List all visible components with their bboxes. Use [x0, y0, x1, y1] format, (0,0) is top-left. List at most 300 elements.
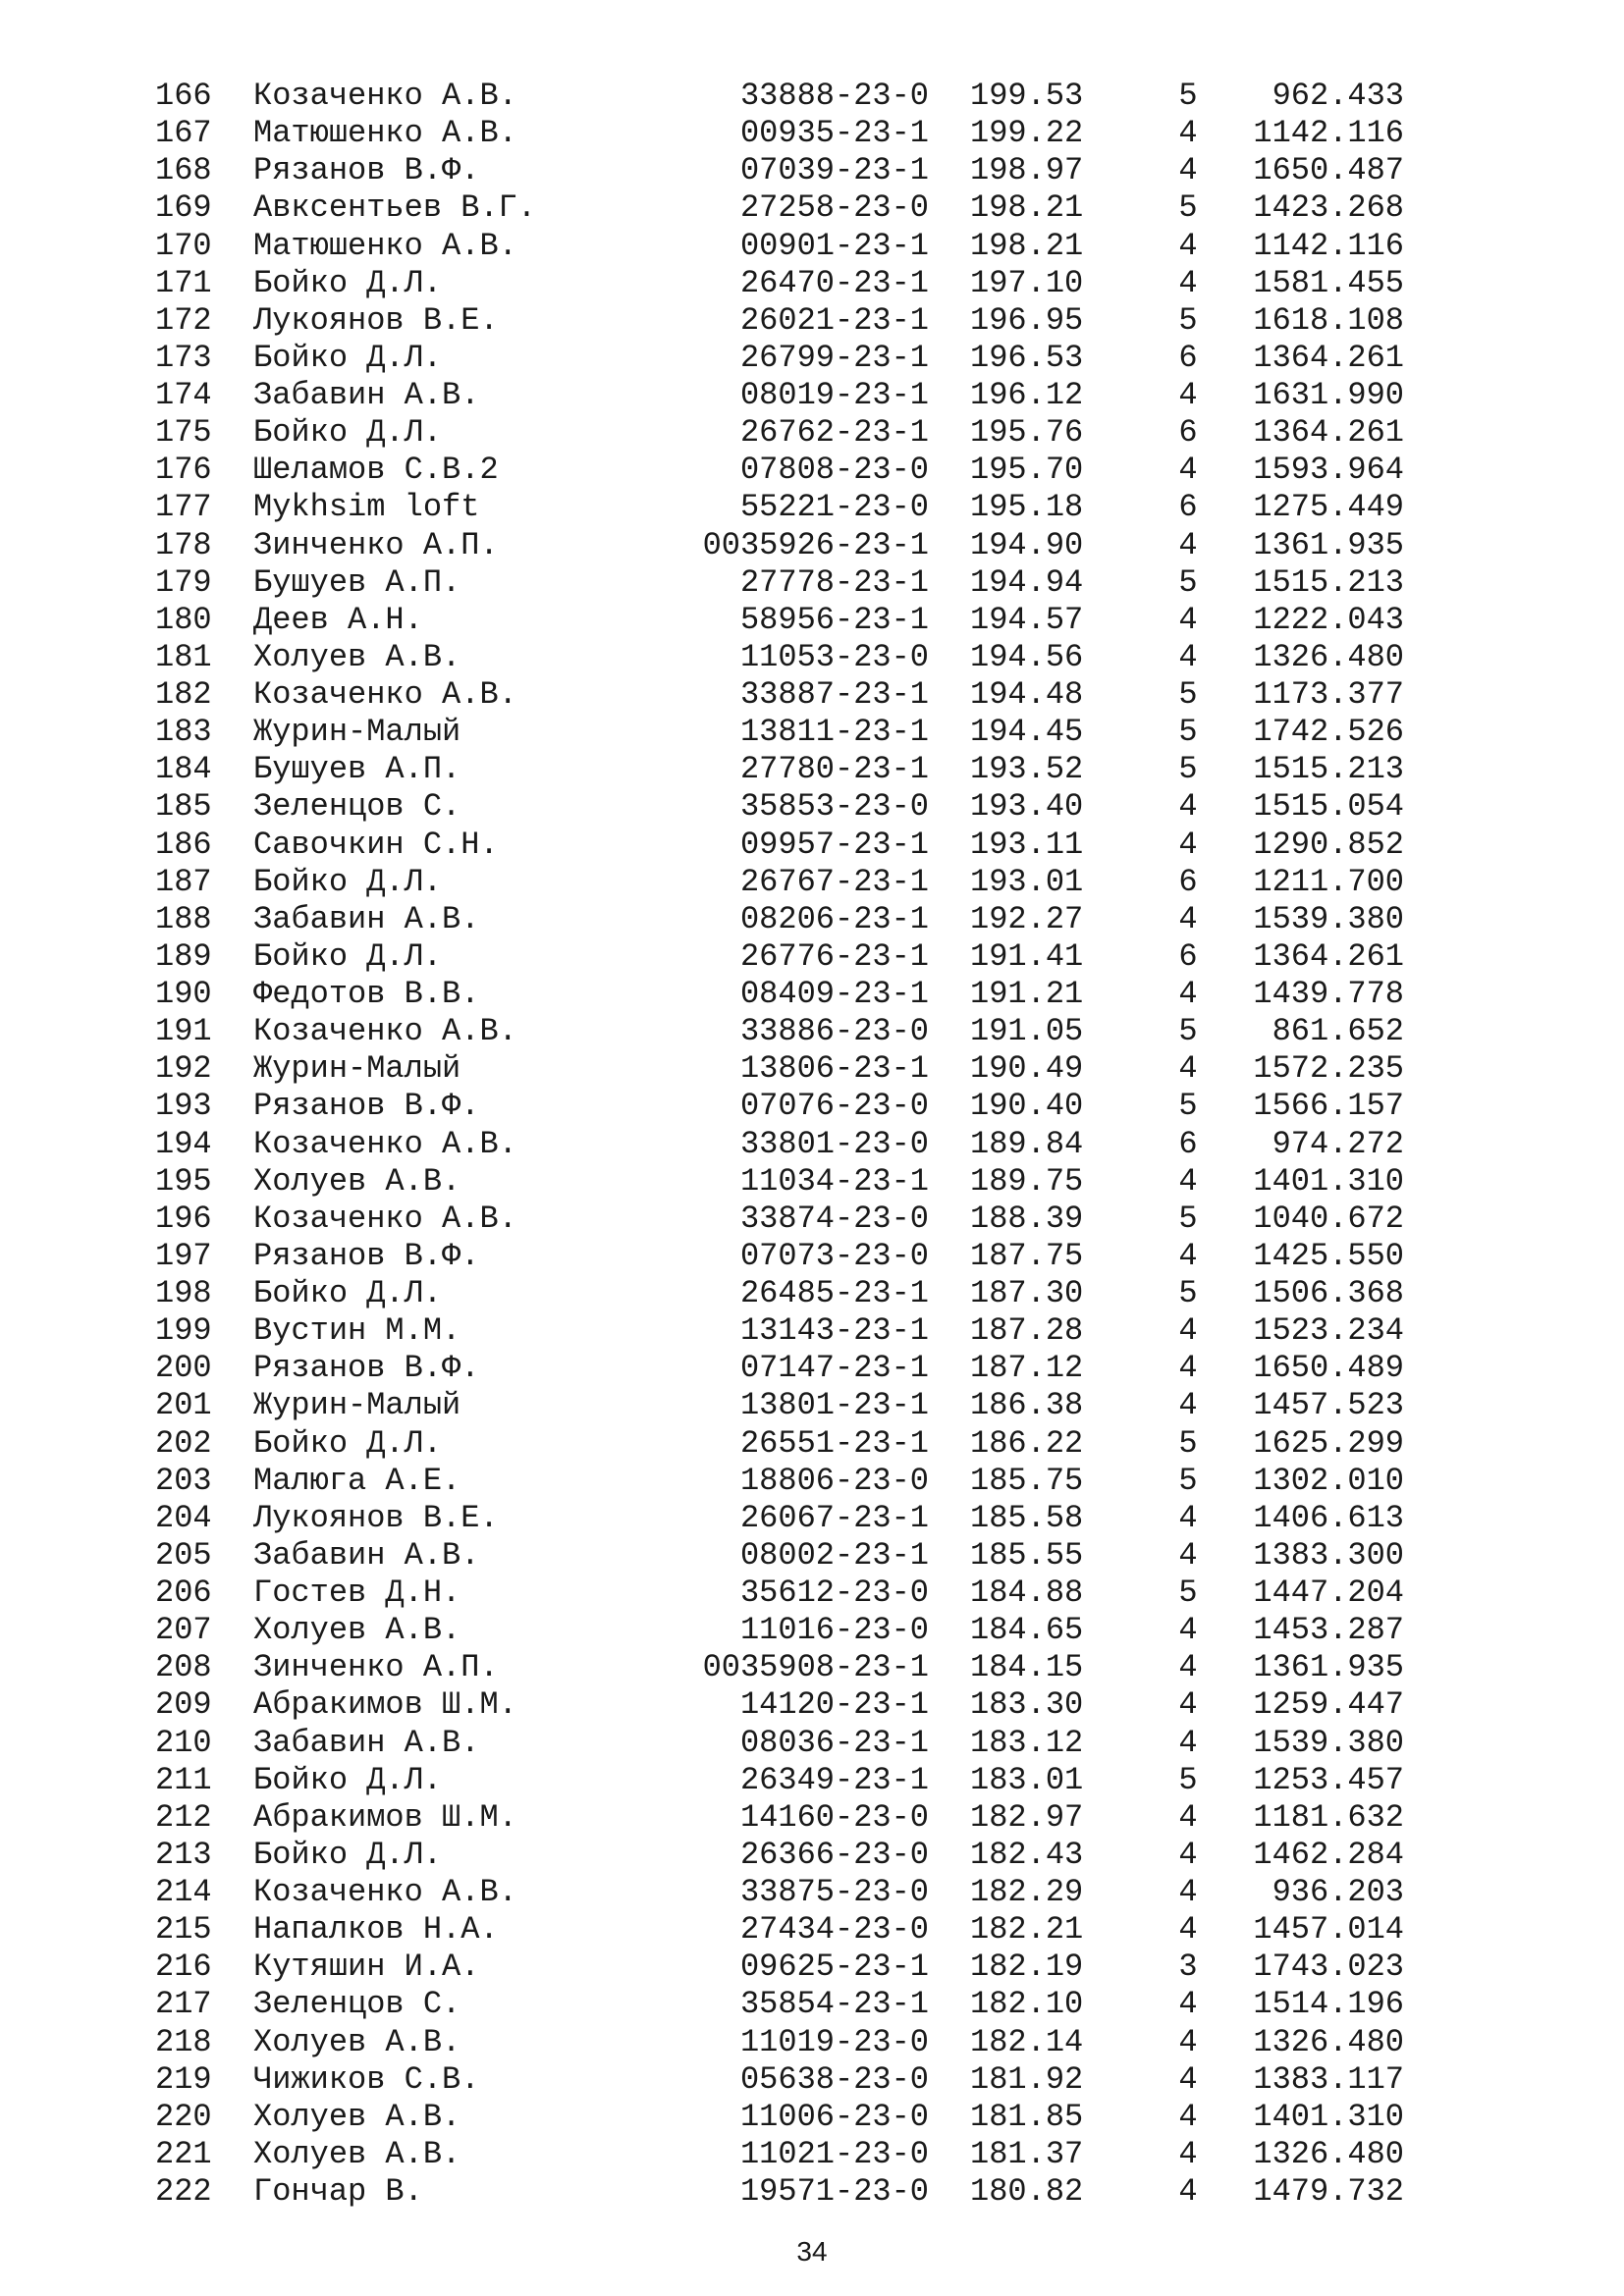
row-number: 166: [155, 78, 212, 114]
count-value: 4: [1178, 976, 1198, 1012]
total-value: 1462.284: [1253, 1836, 1404, 1873]
count-value: 4: [1178, 1387, 1198, 1424]
score-value: 182.21: [970, 1911, 1084, 1949]
row-number: 170: [155, 227, 212, 264]
ring-code: 14120-23-1: [739, 1686, 929, 1724]
ring-code: 27258-23-0: [739, 189, 929, 227]
ring-code: 08206-23-1: [739, 900, 929, 937]
count-value: 4: [1178, 1237, 1198, 1274]
ring-code: 0035908-23-1: [702, 1649, 929, 1686]
ring-code: 55221-23-0: [739, 489, 929, 526]
row-number: 220: [155, 2098, 212, 2135]
count-value: 4: [1178, 1986, 1198, 2023]
total-value: 1650.489: [1253, 1350, 1404, 1387]
ring-code: 07147-23-1: [739, 1350, 929, 1387]
participant-name: Забавин А.В.: [253, 900, 480, 937]
total-value: 1539.380: [1253, 1724, 1404, 1761]
score-value: 191.21: [970, 976, 1084, 1012]
score-value: 191.41: [970, 937, 1084, 975]
row-number: 204: [155, 1499, 212, 1536]
table-row: [0, 78, 1624, 115]
score-value: 182.10: [970, 1986, 1084, 2023]
score-value: 186.38: [970, 1387, 1084, 1424]
score-value: 193.52: [970, 751, 1084, 788]
participant-name: Бойко Д.Л.: [253, 1836, 443, 1873]
participant-name: Козаченко А.В.: [253, 676, 517, 713]
ring-code: 18806-23-0: [739, 1462, 929, 1499]
participant-name: Зинченко А.П.: [253, 1649, 499, 1686]
row-number: 182: [155, 676, 212, 713]
table-row: [0, 788, 1624, 826]
table-row: [0, 115, 1624, 152]
total-value: 1514.196: [1253, 1986, 1404, 2023]
score-value: 196.12: [970, 377, 1084, 413]
row-number: 200: [155, 1350, 212, 1387]
row-number: 213: [155, 1836, 212, 1873]
ring-code: 11016-23-0: [739, 1612, 929, 1649]
score-value: 184.65: [970, 1612, 1084, 1649]
table-row: [0, 1126, 1624, 1163]
count-value: 4: [1178, 1724, 1198, 1761]
ring-code: 33888-23-0: [739, 78, 929, 114]
count-value: 4: [1178, 227, 1198, 264]
ring-code: 0035926-23-1: [702, 526, 929, 563]
table-row: [0, 1762, 1624, 1799]
total-value: 1253.457: [1253, 1761, 1404, 1798]
score-value: 184.15: [970, 1649, 1084, 1686]
row-number: 173: [155, 339, 212, 376]
total-value: 1618.108: [1253, 301, 1404, 339]
participant-name: Бойко Д.Л.: [253, 414, 443, 452]
ring-code: 13143-23-1: [739, 1312, 929, 1350]
count-value: 6: [1178, 339, 1198, 376]
row-number: 209: [155, 1686, 212, 1724]
ring-code: 11053-23-0: [739, 638, 929, 675]
row-number: 192: [155, 1050, 212, 1088]
ring-code: 08036-23-1: [739, 1724, 929, 1761]
participant-name: Абракимов Ш.М.: [253, 1798, 517, 1836]
total-value: 1173.377: [1253, 676, 1404, 713]
total-value: 1457.523: [1253, 1387, 1404, 1424]
row-number: 203: [155, 1462, 212, 1499]
ring-code: 26485-23-1: [739, 1275, 929, 1311]
participant-name: Забавин А.В.: [253, 1536, 480, 1574]
table-row: [0, 1238, 1624, 1275]
ring-code: 11034-23-1: [739, 1162, 929, 1200]
total-value: 1275.449: [1253, 489, 1404, 526]
participant-name: Бойко Д.Л.: [253, 1275, 443, 1311]
total-value: 1326.480: [1253, 2135, 1404, 2172]
count-value: 5: [1178, 1013, 1198, 1050]
table-row: [0, 864, 1624, 901]
row-number: 168: [155, 152, 212, 189]
ring-code: 35854-23-1: [739, 1986, 929, 2023]
count-value: 4: [1178, 1350, 1198, 1387]
table-row: [0, 302, 1624, 340]
row-number: 179: [155, 563, 212, 601]
row-number: 171: [155, 264, 212, 301]
score-value: 185.75: [970, 1462, 1084, 1499]
total-value: 1631.990: [1253, 377, 1404, 413]
row-number: 215: [155, 1911, 212, 1949]
row-number: 167: [155, 115, 212, 152]
row-number: 207: [155, 1612, 212, 1649]
table-row: [0, 751, 1624, 788]
row-number: 181: [155, 638, 212, 675]
score-value: 196.95: [970, 301, 1084, 339]
table-row: [0, 2061, 1624, 2099]
ring-code: 26366-23-0: [739, 1836, 929, 1873]
count-value: 4: [1178, 1649, 1198, 1686]
participant-name: Зинченко А.П.: [253, 526, 499, 563]
score-value: 194.56: [970, 638, 1084, 675]
row-number: 202: [155, 1424, 212, 1462]
ring-code: 00901-23-1: [739, 227, 929, 264]
table-row: [0, 1686, 1624, 1724]
row-number: 219: [155, 2060, 212, 2098]
count-value: 5: [1178, 301, 1198, 339]
table-row: [0, 1725, 1624, 1762]
score-value: 191.05: [970, 1013, 1084, 1050]
ring-code: 07076-23-0: [739, 1088, 929, 1125]
score-value: 194.57: [970, 601, 1084, 638]
participant-name: Рязанов В.Ф.: [253, 152, 480, 189]
participant-name: Холуев А.В.: [253, 2023, 461, 2060]
score-value: 185.58: [970, 1499, 1084, 1536]
table-row: [0, 1312, 1624, 1350]
total-value: 1406.613: [1253, 1499, 1404, 1536]
total-value: 1383.300: [1253, 1536, 1404, 1574]
total-value: 1142.116: [1253, 115, 1404, 152]
score-value: 198.21: [970, 227, 1084, 264]
score-value: 182.43: [970, 1836, 1084, 1873]
ring-code: 13811-23-1: [739, 714, 929, 751]
total-value: 1423.268: [1253, 189, 1404, 227]
count-value: 4: [1178, 1162, 1198, 1200]
score-value: 195.76: [970, 414, 1084, 452]
row-number: 185: [155, 788, 212, 826]
score-value: 182.19: [970, 1949, 1084, 1986]
row-number: 221: [155, 2135, 212, 2172]
count-value: 4: [1178, 2098, 1198, 2135]
score-value: 193.40: [970, 788, 1084, 826]
score-value: 192.27: [970, 900, 1084, 937]
row-number: 206: [155, 1575, 212, 1611]
row-number: 211: [155, 1761, 212, 1798]
participant-name: Федотов В.В.: [253, 976, 480, 1012]
score-value: 193.11: [970, 826, 1084, 863]
count-value: 5: [1178, 676, 1198, 713]
count-value: 4: [1178, 1612, 1198, 1649]
total-value: 1572.235: [1253, 1050, 1404, 1088]
score-value: 189.75: [970, 1162, 1084, 1200]
ring-code: 33801-23-0: [739, 1125, 929, 1162]
total-value: 1506.368: [1253, 1275, 1404, 1311]
total-value: 1181.632: [1253, 1798, 1404, 1836]
participant-name: Бушуев А.П.: [253, 751, 461, 788]
ring-code: 00935-23-1: [739, 115, 929, 152]
total-value: 1222.043: [1253, 601, 1404, 638]
score-value: 186.22: [970, 1424, 1084, 1462]
count-value: 4: [1178, 1911, 1198, 1949]
participant-name: Бойко Д.Л.: [253, 937, 443, 975]
total-value: 1743.023: [1253, 1949, 1404, 1986]
participant-name: Кутяшин И.А.: [253, 1949, 480, 1986]
participant-name: Рязанов В.Ф.: [253, 1237, 480, 1274]
count-value: 4: [1178, 638, 1198, 675]
total-value: 1479.732: [1253, 2173, 1404, 2210]
table-row: [0, 1575, 1624, 1612]
total-value: 1383.117: [1253, 2060, 1404, 2098]
count-value: 4: [1178, 1499, 1198, 1536]
participant-name: Вустин М.М.: [253, 1312, 461, 1350]
count-value: 4: [1178, 1050, 1198, 1088]
table-row: [0, 1050, 1624, 1088]
row-number: 222: [155, 2173, 212, 2210]
score-value: 187.30: [970, 1275, 1084, 1311]
count-value: 5: [1178, 1275, 1198, 1311]
participant-name: Холуев А.В.: [253, 2098, 461, 2135]
score-value: 195.18: [970, 489, 1084, 526]
row-number: 217: [155, 1986, 212, 2023]
score-value: 185.55: [970, 1536, 1084, 1574]
score-value: 182.29: [970, 1874, 1084, 1910]
ring-code: 26762-23-1: [739, 414, 929, 452]
count-value: 6: [1178, 863, 1198, 900]
ring-code: 13801-23-1: [739, 1387, 929, 1424]
score-value: 183.12: [970, 1724, 1084, 1761]
ring-code: 09625-23-1: [739, 1949, 929, 1986]
ring-code: 08002-23-1: [739, 1536, 929, 1574]
ring-code: 26767-23-1: [739, 863, 929, 900]
total-value: 1364.261: [1253, 414, 1404, 452]
table-row: [0, 489, 1624, 526]
row-number: 210: [155, 1724, 212, 1761]
count-value: 4: [1178, 377, 1198, 413]
total-value: 936.203: [1272, 1874, 1404, 1910]
score-value: 198.97: [970, 152, 1084, 189]
total-value: 1523.234: [1253, 1312, 1404, 1350]
table-row: [0, 1350, 1624, 1387]
total-value: 1364.261: [1253, 339, 1404, 376]
total-value: 1453.287: [1253, 1612, 1404, 1649]
count-value: 4: [1178, 526, 1198, 563]
count-value: 3: [1178, 1949, 1198, 1986]
total-value: 1211.700: [1253, 863, 1404, 900]
table-row: [0, 602, 1624, 639]
table-row: [0, 1537, 1624, 1575]
participant-name: Козаченко А.В.: [253, 1125, 517, 1162]
row-number: 184: [155, 751, 212, 788]
total-value: 1515.213: [1253, 751, 1404, 788]
row-number: 183: [155, 714, 212, 751]
row-number: 201: [155, 1387, 212, 1424]
count-value: 5: [1178, 1761, 1198, 1798]
ring-code: 26067-23-1: [739, 1499, 929, 1536]
ring-code: 05638-23-0: [739, 2060, 929, 2098]
score-value: 183.01: [970, 1761, 1084, 1798]
ring-code: 26470-23-1: [739, 264, 929, 301]
participant-name: Козаченко А.В.: [253, 78, 517, 114]
score-value: 194.90: [970, 526, 1084, 563]
row-number: 197: [155, 1237, 212, 1274]
count-value: 4: [1178, 152, 1198, 189]
total-value: 1401.310: [1253, 2098, 1404, 2135]
count-value: 5: [1178, 78, 1198, 114]
row-number: 212: [155, 1798, 212, 1836]
table-row: [0, 714, 1624, 751]
table-row: [0, 2099, 1624, 2136]
row-number: 193: [155, 1088, 212, 1125]
count-value: 4: [1178, 1836, 1198, 1873]
table-row: [0, 1874, 1624, 1911]
row-number: 198: [155, 1275, 212, 1311]
table-row: [0, 2136, 1624, 2173]
ring-code: 35612-23-0: [739, 1575, 929, 1611]
participant-name: Бойко Д.Л.: [253, 863, 443, 900]
total-value: 1361.935: [1253, 526, 1404, 563]
participant-name: Напалков Н.А.: [253, 1911, 499, 1949]
ring-code: 26551-23-1: [739, 1424, 929, 1462]
ring-code: 27778-23-1: [739, 563, 929, 601]
table-row: [0, 901, 1624, 938]
row-number: 172: [155, 301, 212, 339]
ring-code: 33887-23-1: [739, 676, 929, 713]
table-row: [0, 564, 1624, 602]
table-row: [0, 1088, 1624, 1125]
row-number: 178: [155, 526, 212, 563]
score-value: 193.01: [970, 863, 1084, 900]
total-value: 1439.778: [1253, 976, 1404, 1012]
total-value: 1457.014: [1253, 1911, 1404, 1949]
ring-code: 14160-23-0: [739, 1798, 929, 1836]
count-value: 4: [1178, 1874, 1198, 1910]
ring-code: 07039-23-1: [739, 152, 929, 189]
participant-name: Журин-Малый: [253, 1050, 461, 1088]
count-value: 5: [1178, 563, 1198, 601]
participant-name: Бойко Д.Л.: [253, 339, 443, 376]
ring-code: 33875-23-0: [739, 1874, 929, 1910]
participant-name: Забавин А.В.: [253, 1724, 480, 1761]
row-number: 194: [155, 1125, 212, 1162]
row-number: 169: [155, 189, 212, 227]
total-value: 1625.299: [1253, 1424, 1404, 1462]
table-row: [0, 1649, 1624, 1686]
score-value: 188.39: [970, 1200, 1084, 1237]
participant-name: Лукоянов В.Е.: [253, 1499, 499, 1536]
count-value: 5: [1178, 1200, 1198, 1237]
participant-name: Авксентьев В.Г.: [253, 189, 537, 227]
total-value: 1581.455: [1253, 264, 1404, 301]
results-list: [0, 78, 1624, 2211]
table-row: [0, 1013, 1624, 1050]
row-number: 187: [155, 863, 212, 900]
score-value: 180.82: [970, 2173, 1084, 2210]
count-value: 4: [1178, 2135, 1198, 2172]
participant-name: Бойко Д.Л.: [253, 1761, 443, 1798]
score-value: 190.40: [970, 1088, 1084, 1125]
score-value: 182.14: [970, 2023, 1084, 2060]
participant-name: Зеленцов С.: [253, 788, 461, 826]
ring-code: 07073-23-0: [739, 1237, 929, 1274]
total-value: 1593.964: [1253, 452, 1404, 489]
score-value: 189.84: [970, 1125, 1084, 1162]
count-value: 5: [1178, 1088, 1198, 1125]
count-value: 4: [1178, 2060, 1198, 2098]
ring-code: 11006-23-0: [739, 2098, 929, 2135]
score-value: 197.10: [970, 264, 1084, 301]
participant-name: Холуев А.В.: [253, 2135, 461, 2172]
table-row: [0, 827, 1624, 864]
total-value: 1742.526: [1253, 714, 1404, 751]
ring-code: 26799-23-1: [739, 339, 929, 376]
ring-code: 11019-23-0: [739, 2023, 929, 2060]
table-row: [0, 527, 1624, 564]
participant-name: Матюшенко А.В.: [253, 115, 517, 152]
ring-code: 35853-23-0: [739, 788, 929, 826]
participant-name: Савочкин С.Н.: [253, 826, 499, 863]
score-value: 199.22: [970, 115, 1084, 152]
participant-name: Бушуев А.П.: [253, 563, 461, 601]
table-row: [0, 189, 1624, 227]
table-row: [0, 377, 1624, 414]
score-value: 182.97: [970, 1798, 1084, 1836]
row-number: 174: [155, 377, 212, 413]
table-row: [0, 1425, 1624, 1463]
table-row: [0, 414, 1624, 452]
score-value: 199.53: [970, 78, 1084, 114]
participant-name: Козаченко А.В.: [253, 1200, 517, 1237]
table-row: [0, 1799, 1624, 1837]
total-value: 1515.213: [1253, 563, 1404, 601]
row-number: 199: [155, 1312, 212, 1350]
count-value: 4: [1178, 788, 1198, 826]
count-value: 5: [1178, 1575, 1198, 1611]
row-number: 195: [155, 1162, 212, 1200]
row-number: 218: [155, 2023, 212, 2060]
ring-code: 08019-23-1: [739, 377, 929, 413]
total-value: 1566.157: [1253, 1088, 1404, 1125]
participant-name: Холуев А.В.: [253, 1162, 461, 1200]
table-row: [0, 676, 1624, 714]
participant-name: Журин-Малый: [253, 714, 461, 751]
score-value: 187.28: [970, 1312, 1084, 1350]
count-value: 4: [1178, 452, 1198, 489]
participant-name: Холуев А.В.: [253, 1612, 461, 1649]
page-number: 34: [796, 2236, 828, 2267]
table-row: [0, 1163, 1624, 1201]
count-value: 6: [1178, 1125, 1198, 1162]
count-value: 5: [1178, 189, 1198, 227]
table-row: [0, 2024, 1624, 2061]
table-row: [0, 1275, 1624, 1312]
score-value: 194.45: [970, 714, 1084, 751]
total-value: 1290.852: [1253, 826, 1404, 863]
participant-name: Гостев Д.Н.: [253, 1575, 461, 1611]
table-row: [0, 1387, 1624, 1424]
table-row: [0, 938, 1624, 976]
row-number: 191: [155, 1013, 212, 1050]
total-value: 1539.380: [1253, 900, 1404, 937]
score-value: 183.30: [970, 1686, 1084, 1724]
participant-name: Зеленцов С.: [253, 1986, 461, 2023]
row-number: 177: [155, 489, 212, 526]
table-row: [0, 639, 1624, 676]
participant-name: Козаченко А.В.: [253, 1874, 517, 1910]
participant-name: Деев А.Н.: [253, 601, 423, 638]
ring-code: 33886-23-0: [739, 1013, 929, 1050]
participant-name: Бойко Д.Л.: [253, 1424, 443, 1462]
